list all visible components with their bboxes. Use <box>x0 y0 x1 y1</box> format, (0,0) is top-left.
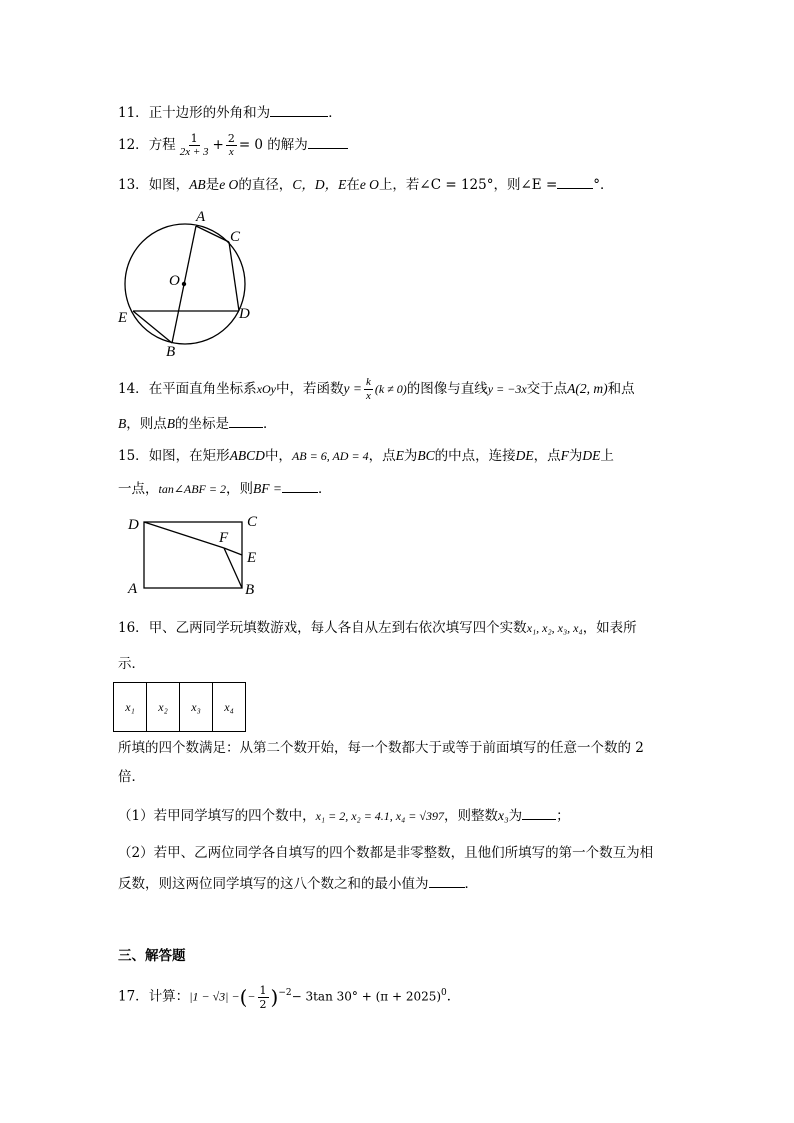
label-e: E <box>118 310 128 326</box>
q11-text: 正十边形的外角和为 <box>148 105 271 121</box>
center-point <box>182 282 186 286</box>
question-16-line-3: 所填的四个数满足：从第二个数开始，每一个数都大于或等于前面填写的任意一个数的 2 <box>118 740 644 756</box>
question-14-line-2: B，则点B的坐标是 ． <box>118 416 277 432</box>
label-c: C <box>247 514 258 530</box>
question-14: 14．在平面直角坐标系xOy中，若函数y = $\frac{k}{x}$ (k ≠ 0)的图像与直线y = −3x交于点A(2, m)和点 <box>118 376 635 402</box>
question-16-part-2: （2）若甲、乙两位同学各自填写的四个数都是非零整数，且他们所填写的第一个数互为相 <box>118 845 654 861</box>
label-d: D <box>128 517 139 533</box>
variable-table <box>113 682 246 732</box>
label-o: O <box>169 273 180 289</box>
label-d: D <box>239 306 250 322</box>
question-15-line-2: 一点，tan∠ABF = 2，则BF = ． <box>118 481 332 497</box>
answer-blank <box>557 176 593 189</box>
label-a: A <box>196 209 206 225</box>
label-f: F <box>219 530 229 546</box>
question-16: 16．甲、乙两同学玩填数游戏，每人各自从左到右依次填写四个实数x₁, x₂, x₃, x₄，如表所 <box>118 620 637 636</box>
label-c: C <box>230 229 241 245</box>
table-cell-x1: x₁ <box>114 683 147 732</box>
question-15: 15．如图，在矩形ABCD中，AB = 6, AD = 4，点E为BC的中点，连接DE，点F为DE上 <box>118 448 614 464</box>
table-cell-x4: x₄ <box>213 683 246 732</box>
question-16-part-1: （1）若甲同学填写的四个数中，x₁ = 2, x₂ = 4.1, x₄ = √397，则整数x₃为 ； <box>118 808 570 824</box>
answer-blank <box>429 875 465 888</box>
label-a: A <box>128 581 138 597</box>
fraction-2: $\frac{2}{x}$ <box>227 132 235 158</box>
question-16-line-4: 倍． <box>118 769 145 785</box>
label-e: E <box>247 550 257 566</box>
section-heading: 三、解答题 <box>118 948 186 964</box>
answer-blank <box>282 480 318 493</box>
rectangle-figure <box>122 510 272 600</box>
question-16-line-2: 示． <box>118 656 145 672</box>
question-11: 11．正十边形的外角和为 ． <box>118 105 342 121</box>
label-b: B <box>245 582 255 598</box>
table-cell-x3: x₃ <box>180 683 213 732</box>
answer-blank <box>229 415 263 428</box>
question-13: 13．如图，AB是e O的直径，C，D，E在e O上，若∠C = 125°，则∠E = °． <box>118 177 614 193</box>
fraction-1: $\frac{1}{2x + 3}$ <box>179 132 209 158</box>
answer-blank <box>308 136 348 149</box>
q12-number: 12． <box>118 137 149 153</box>
table-cell-x2: x₂ <box>147 683 180 732</box>
question-12: 12．方程 $\frac{1}{2x + 3}$ + $\frac{2}{x}$ = 0 的解为 <box>118 132 348 159</box>
question-16-part-2-line-2: 反数，则这两位同学填写的这八个数之和的最小值为 ． <box>118 876 478 892</box>
answer-blank <box>270 104 328 117</box>
answer-blank <box>522 807 556 820</box>
q11-number: 11． <box>118 105 149 121</box>
label-b: B <box>166 344 176 360</box>
circle-figure <box>112 205 262 360</box>
question-17: 17．计算：|1 − √3| −(− $\frac{1}{2}$ )$^{-2}$− 3tan $30^\circ + (\pi + 2025)^0$． <box>118 983 461 1011</box>
